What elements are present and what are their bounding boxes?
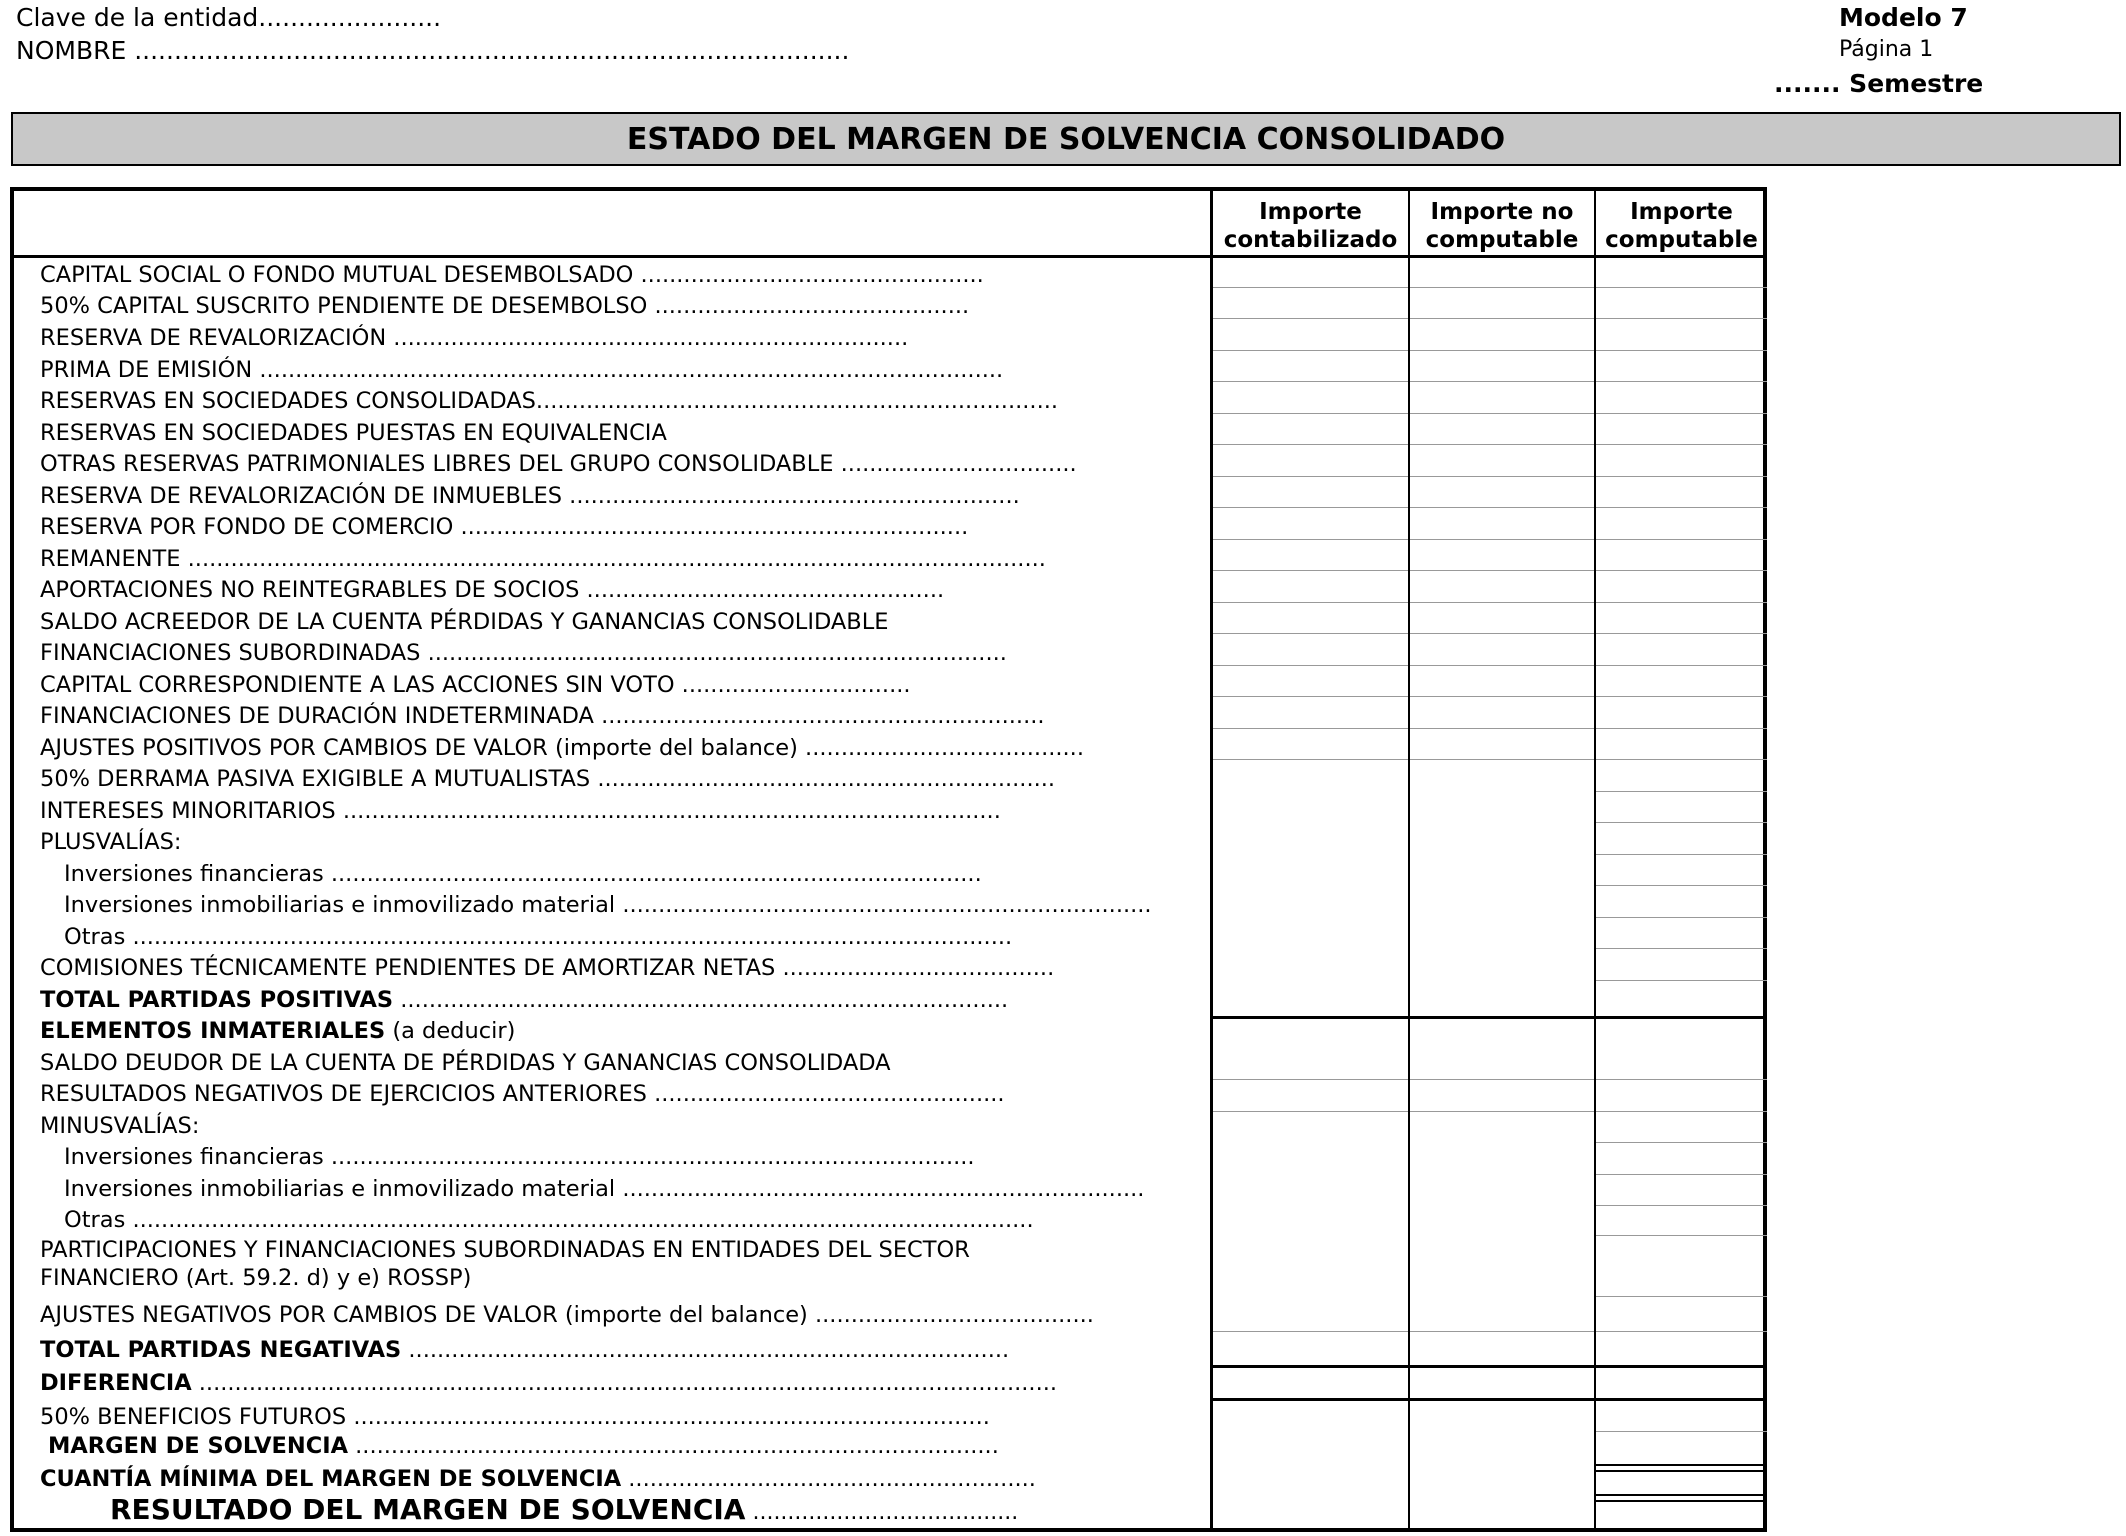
cell-line	[1596, 633, 1767, 634]
cell-line	[1596, 287, 1767, 288]
cell-line	[1213, 350, 1408, 351]
resultado-dots: ......................................	[745, 1500, 1019, 1525]
row-label: REMANENTE ........................................................................................................................	[40, 546, 1046, 572]
cell-line	[1213, 728, 1408, 729]
cell-line	[1596, 759, 1767, 760]
row-label: RESERVA DE REVALORIZACIÓN DE INMUEBLES ...............................................................	[40, 483, 1020, 509]
cell-line	[1596, 1331, 1767, 1332]
cell-line	[1596, 917, 1767, 918]
cell-line	[1596, 507, 1767, 508]
cell-line	[1596, 854, 1767, 855]
cell-line	[1410, 633, 1594, 634]
cell-line	[1410, 507, 1594, 508]
cell-line	[1596, 822, 1767, 823]
cell-line	[1213, 759, 1408, 760]
row-total-negativas	[40, 1335, 1009, 1365]
cuantia-dots: .........................................................	[621, 1466, 1036, 1492]
solvency-table	[10, 187, 1767, 1532]
cell-line	[1596, 570, 1767, 571]
row-label: PLUSVALÍAS:	[40, 829, 182, 855]
cell-line	[1410, 1331, 1594, 1332]
row-resultado	[110, 1495, 1018, 1528]
row-label: CAPITAL CORRESPONDIENTE A LAS ACCIONES SIN VOTO ................................	[40, 672, 911, 698]
cell-line	[1410, 759, 1594, 760]
cell-line	[1213, 287, 1408, 288]
row-label: Inversiones financieras ...........................................................................................	[64, 861, 982, 887]
total-positivas-label: TOTAL PARTIDAS POSITIVAS	[40, 987, 394, 1013]
resultado-label: RESULTADO DEL MARGEN DE SOLVENCIA	[110, 1493, 746, 1526]
cell-line	[1596, 381, 1767, 382]
cell-line	[1596, 1111, 1767, 1112]
row-label: RESERVAS EN SOCIEDADES PUESTAS EN EQUIVALENCIA	[40, 420, 667, 446]
row-label: INTERESES MINORITARIOS ............................................................................................	[40, 798, 1001, 824]
cell-line	[1596, 1296, 1767, 1297]
sep-resultado-2	[1596, 1500, 1763, 1502]
row-label: FINANCIACIONES SUBORDINADAS .................................................................................	[40, 640, 1007, 666]
modelo-label: Modelo 7	[1839, 3, 1968, 32]
row-elementos-inmateriales	[40, 1016, 515, 1046]
cell-line	[1596, 444, 1767, 445]
cell-line	[1410, 1111, 1594, 1112]
cell-line	[1596, 1079, 1767, 1080]
cell-line	[1410, 381, 1594, 382]
cell-line	[1213, 381, 1408, 382]
page-title	[11, 112, 2121, 166]
cell-line	[1596, 1431, 1767, 1432]
nombre-field: NOMBRE ..........................................................................................	[16, 36, 850, 65]
row-label: RESERVA POR FONDO DE COMERCIO .......................................................................	[40, 514, 969, 540]
row-label: Inversiones inmobiliarias e inmovilizado material ..........................................................................	[64, 892, 1152, 918]
cell-line	[1213, 476, 1408, 477]
cell-line	[1596, 318, 1767, 319]
row-label: 50% DERRAMA PASIVA EXIGIBLE A MUTUALISTAS ................................................................	[40, 766, 1056, 792]
cell-line	[1410, 728, 1594, 729]
row-label: RESERVA DE REVALORIZACIÓN ........................................................................	[40, 325, 909, 351]
cell-line	[1213, 696, 1408, 697]
cell-line	[1213, 413, 1408, 414]
sep-cuantia-2	[1596, 1470, 1763, 1472]
row-label: PARTICIPACIONES Y FINANCIACIONES SUBORDINADAS EN ENTIDADES DEL SECTOR	[40, 1237, 970, 1263]
cell-line	[1410, 318, 1594, 319]
elementos-inmateriales-note: (a deducir)	[385, 1018, 516, 1044]
cell-line	[1596, 948, 1767, 949]
cell-line	[1410, 476, 1594, 477]
cell-line	[1596, 476, 1767, 477]
cell-line	[1596, 885, 1767, 886]
total-positivas-dots: .....................................................................................	[393, 987, 1009, 1013]
row-label: FINANCIACIONES DE DURACIÓN INDETERMINADA ..............................................................	[40, 703, 1045, 729]
cell-line	[1213, 507, 1408, 508]
row-label: Otras ...........................................................................................................................	[64, 924, 1013, 950]
cuantia-label: CUANTÍA MÍNIMA DEL MARGEN DE SOLVENCIA	[40, 1466, 622, 1492]
cell-line	[1213, 1331, 1408, 1332]
cell-line	[1596, 1235, 1767, 1236]
elementos-inmateriales-label: ELEMENTOS INMATERIALES	[40, 1018, 386, 1044]
cell-line	[1596, 413, 1767, 414]
cell-line	[1596, 791, 1767, 792]
cell-line	[1213, 539, 1408, 540]
row-margen	[48, 1431, 999, 1461]
table-body	[14, 191, 1763, 1528]
margen-label: MARGEN DE SOLVENCIA	[48, 1433, 348, 1459]
cell-line	[1410, 287, 1594, 288]
cell-line	[1596, 539, 1767, 540]
row-label: 50% CAPITAL SUSCRITO PENDIENTE DE DESEMBOLSO ............................................	[40, 293, 970, 319]
cell-line	[1213, 633, 1408, 634]
sep-positivas	[1210, 1016, 1763, 1019]
cell-line	[1410, 570, 1594, 571]
total-negativas-label: TOTAL PARTIDAS NEGATIVAS	[40, 1337, 402, 1363]
row-label: FINANCIERO (Art. 59.2. d) y e) ROSSP)	[40, 1265, 472, 1291]
cell-line	[1596, 602, 1767, 603]
row-label: RESULTADOS NEGATIVOS DE EJERCICIOS ANTERIORES .................................................	[40, 1081, 1005, 1107]
row-label: AJUSTES NEGATIVOS POR CAMBIOS DE VALOR (importe del balance) .......................................	[40, 1302, 1094, 1328]
pagina-label: Página 1	[1839, 37, 1934, 62]
cell-line	[1410, 413, 1594, 414]
row-label: AJUSTES POSITIVOS POR CAMBIOS DE VALOR (importe del balance) .......................................	[40, 735, 1084, 761]
cell-line	[1596, 1205, 1767, 1206]
cell-line	[1596, 696, 1767, 697]
cell-line	[1410, 1079, 1594, 1080]
row-diferencia	[40, 1368, 1057, 1398]
col-header-contabilizado: Importe contabilizado	[1223, 199, 1398, 253]
row-label: APORTACIONES NO REINTEGRABLES DE SOCIOS ..................................................	[40, 577, 945, 603]
cell-line	[1213, 665, 1408, 666]
sep-cuantia-1	[1596, 1464, 1763, 1466]
sep-diferencia-bottom	[1210, 1398, 1763, 1401]
row-label: OTRAS RESERVAS PATRIMONIALES LIBRES DEL GRUPO CONSOLIDABLE .................................	[40, 451, 1077, 477]
row-label: Otras ..............................................................................................................................	[64, 1207, 1034, 1233]
cell-line	[1596, 350, 1767, 351]
margen-dots: ..........................................................................................	[348, 1433, 999, 1459]
cell-line	[1410, 350, 1594, 351]
cell-line	[1213, 1111, 1408, 1112]
cell-line	[1213, 1079, 1408, 1080]
row-label: PRIMA DE EMISIÓN ........................................................................................................	[40, 357, 1004, 383]
cell-line	[1596, 1174, 1767, 1175]
row-label: CAPITAL SOCIAL O FONDO MUTUAL DESEMBOLSADO ................................................	[40, 262, 984, 288]
cell-line	[1410, 696, 1594, 697]
cell-line	[1213, 318, 1408, 319]
clave-entidad: Clave de la entidad.......................	[16, 3, 442, 32]
sep-resultado-1	[1596, 1494, 1763, 1496]
cell-line	[1596, 1142, 1767, 1143]
row-label: Inversiones inmobiliarias e inmovilizado material .........................................................................	[64, 1176, 1145, 1202]
row-label: COMISIONES TÉCNICAMENTE PENDIENTES DE AMORTIZAR NETAS ......................................	[40, 955, 1055, 981]
cell-line	[1410, 602, 1594, 603]
cell-line	[1596, 665, 1767, 666]
row-label: SALDO ACREEDOR DE LA CUENTA PÉRDIDAS Y GANANCIAS CONSOLIDABLE	[40, 609, 889, 635]
cell-line	[1410, 539, 1594, 540]
diferencia-dots: ........................................................................................................................	[191, 1370, 1058, 1396]
row-label: MINUSVALÍAS:	[40, 1113, 200, 1139]
cell-line	[1410, 665, 1594, 666]
cell-line	[1410, 444, 1594, 445]
row-cuantia	[40, 1464, 1036, 1494]
cell-line	[1596, 728, 1767, 729]
sep-diferencia-top	[1210, 1365, 1763, 1368]
page-title-text: ESTADO DEL MARGEN DE SOLVENCIA CONSOLIDADO	[626, 121, 1506, 157]
cell-line	[1596, 980, 1767, 981]
cell-line	[1213, 570, 1408, 571]
row-label: 50% BENEFICIOS FUTUROS .........................................................................................	[40, 1404, 990, 1430]
col-header-computable: Importe computable	[1605, 199, 1758, 253]
cell-line	[1213, 444, 1408, 445]
row-label: SALDO DEUDOR DE LA CUENTA DE PÉRDIDAS Y GANANCIAS CONSOLIDADA	[40, 1050, 891, 1076]
row-label: RESERVAS EN SOCIEDADES CONSOLIDADAS.........................................................................	[40, 388, 1059, 414]
row-total-positivas	[40, 985, 1008, 1015]
total-negativas-dots: ....................................................................................	[401, 1337, 1010, 1363]
diferencia-label: DIFERENCIA	[40, 1370, 192, 1396]
row-label: Inversiones financieras ..........................................................................................	[64, 1144, 975, 1170]
cell-line	[1213, 602, 1408, 603]
semestre-label: ....... Semestre	[1774, 69, 1984, 98]
col-header-no-computable: Importe no computable	[1425, 199, 1579, 253]
